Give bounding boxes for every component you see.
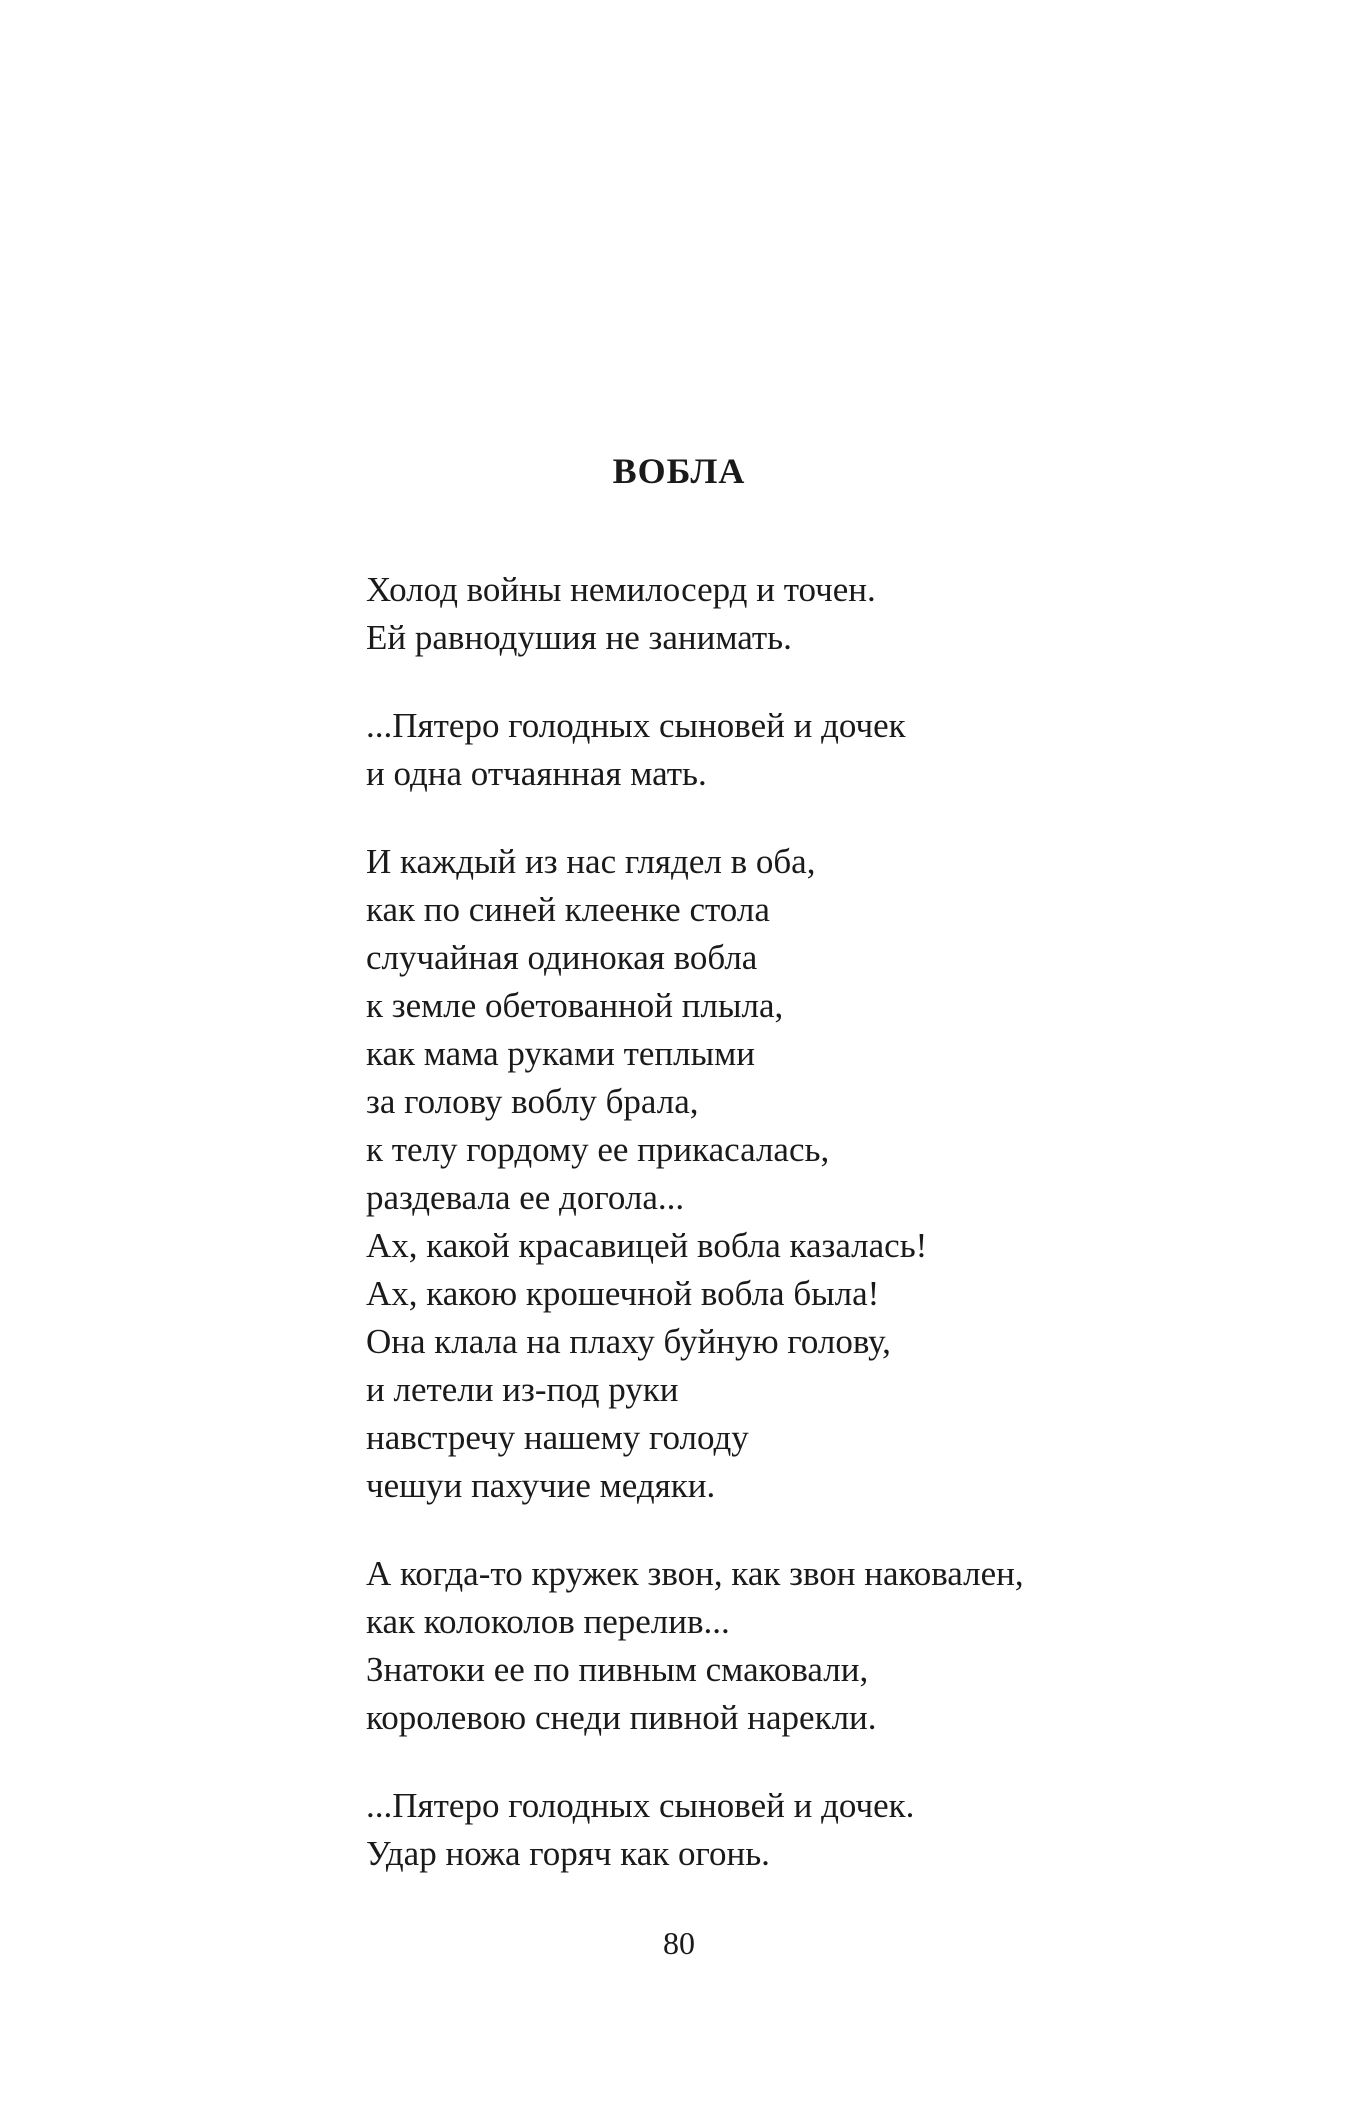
stanza <box>366 838 1326 1510</box>
stanza <box>366 702 1326 798</box>
poem-line: Удар ножа горяч как огонь. <box>366 1834 770 1873</box>
poem-line: Знатоки ее по пивным смаковали, <box>366 1650 869 1689</box>
poem-line: чешуи пахучие медяки. <box>366 1466 716 1505</box>
poem-line: королевою снеди пивной нарекли. <box>366 1698 877 1737</box>
poem-line: как мама руками теплыми <box>366 1034 755 1073</box>
poem-line: Она клала на плаху буйную голову, <box>366 1322 891 1361</box>
page-number: 80 <box>663 1925 695 1961</box>
poem-body <box>366 566 1326 1918</box>
poem-line: и летели из-под руки <box>366 1370 679 1409</box>
poem-line: навстречу нашему голоду <box>366 1418 749 1457</box>
poem-line: Ах, какой красавицей вобла казалась! <box>366 1226 928 1265</box>
poem-line: Ах, какою крошечной вобла была! <box>366 1274 880 1313</box>
poem-line: к телу гордому ее прикасалась, <box>366 1130 830 1169</box>
poem-line: случайная одинокая вобла <box>366 938 758 977</box>
poem-line: раздевала ее догола... <box>366 1178 685 1217</box>
poem-line: И каждый из нас глядел в оба, <box>366 842 816 881</box>
stanza <box>366 1782 1326 1878</box>
stanza <box>366 566 1326 662</box>
poem-title: ВОБЛА <box>612 451 746 491</box>
poem-line: и одна отчаянная мать. <box>366 754 707 793</box>
poem-line: как по синей клеенке стола <box>366 890 770 929</box>
poem-line: Холод войны немилосерд и точен. <box>366 570 876 609</box>
poem-line: А когда-то кружек звон, как звон наковален, <box>366 1554 1024 1593</box>
poem-line: как колоколов перелив... <box>366 1602 730 1641</box>
poem-line: к земле обетованной плыла, <box>366 986 784 1025</box>
stanza <box>366 1550 1326 1742</box>
poem-line: за голову воблу брала, <box>366 1082 699 1121</box>
poem-line: ...Пятеро голодных сыновей и дочек <box>366 706 906 745</box>
poem-line: Ей равнодушия не занимать. <box>366 618 792 657</box>
poem-line: ...Пятеро голодных сыновей и дочек. <box>366 1786 915 1825</box>
